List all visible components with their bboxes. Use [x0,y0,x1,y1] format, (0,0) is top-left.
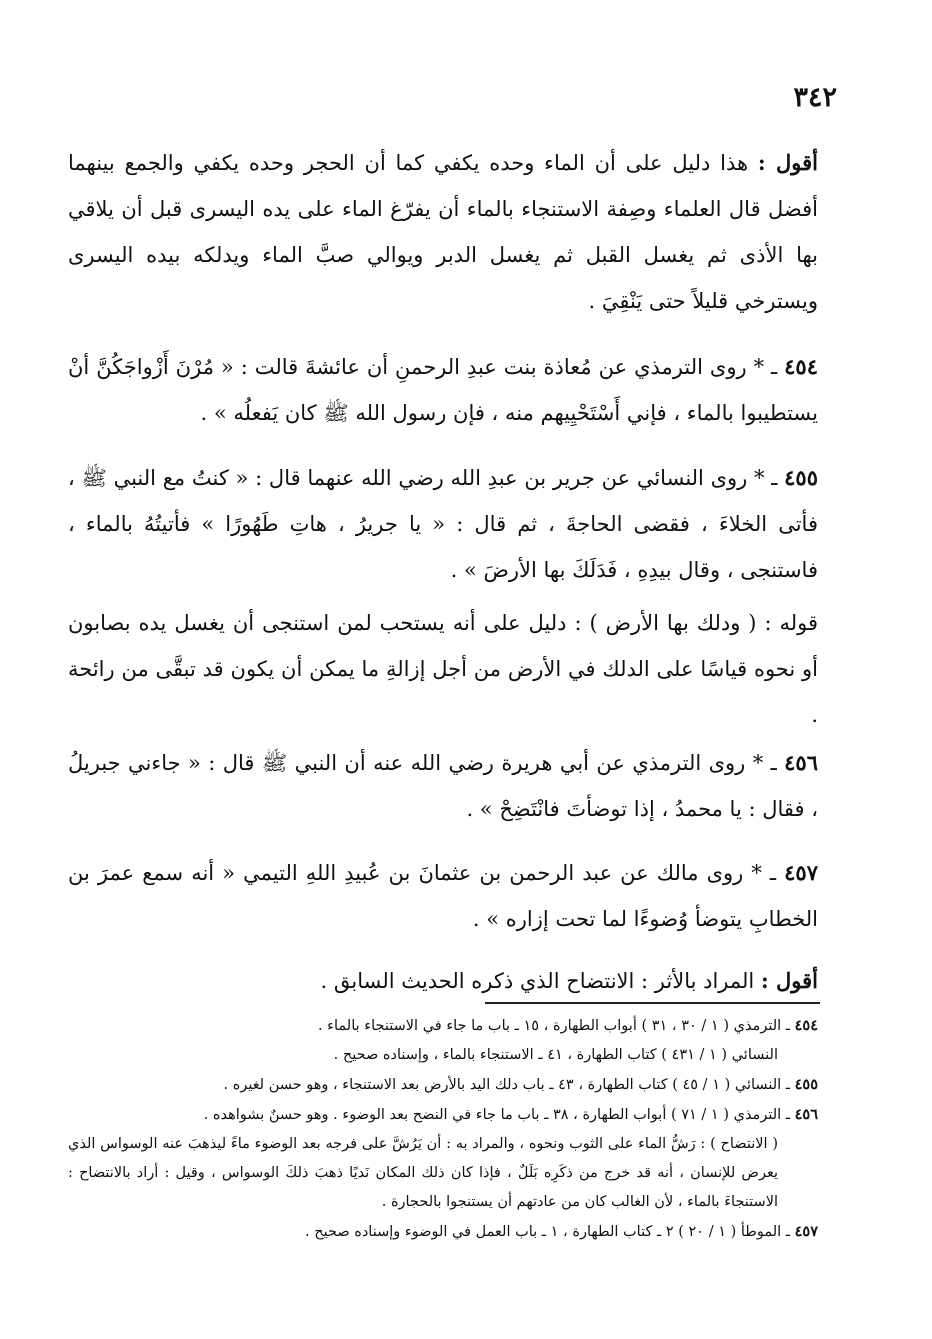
footnote-text: ـ النسائي ( ١ / ٤٥ ) كتاب الطهارة ، ٤٣ ـ باب دلك اليد بالأرض بعد الاستنجاء ، وهو حسن لغيره . [223,1077,795,1093]
footnote-number: ٤٥٤ [794,1017,818,1034]
footnote [68,1011,818,1041]
footnote-number: ٤٥٧ [794,1223,818,1240]
paragraph-lead: أقول : [760,968,818,993]
paragraph-lead: أقول : [757,150,819,175]
hadith-text: ـ * روى مالك عن عبد الرحمن بن عثمانَ بن عُبيدِ اللهِ التيمي « أنه سمع عمرَ بن الخطابِ يتوضأ وُضوءًا لما تحت إزاره » . [68,861,818,931]
hadith-number: ٤٥٥ [784,465,818,490]
footnote [68,1217,818,1247]
footnote-divider [485,1002,820,1004]
paragraph-text: ( ودلك بها الأرض ) : دليل على أنه يستحب لمن استنجى أن يغسل يده بصابون أو نحوه قياسًا على الدلك في الأرض من أجل إزالةِ ما يمكن أن يكون قد تبقَّى من رائحة . [68,611,818,727]
hadith-454 [68,344,818,436]
paragraph-commentary-3 [68,958,818,1004]
footnote [68,1100,818,1130]
hadith-number: ٤٥٦ [784,750,818,775]
hadith-456 [68,740,818,832]
paragraph-commentary-1 [68,140,818,324]
hadith-text: ـ * روى النسائي عن جرير بن عبدِ الله رضي الله عنهما قال : « كنتُ مع النبي ﷺ ، فأتى الخلاءَ ، فقضى الحاجةَ ، ثم قال : « يا جريرُ ، هاتِ طَهُورًا » فأتيتُهُ بالماء ، فاستنجى ، وقال بيدِهِ ، فَدَلَكَ بها الأرضَ » . [68,466,818,582]
hadith-number: ٤٥٤ [784,354,818,379]
footnote-text: ـ الترمذي ( ١ / ٧١ ) أبواب الطهارة ، ٣٨ ـ باب ما جاء في النضح بعد الوضوء . وهو حسنٌ بشواهده . [203,1107,795,1123]
page-number: ٣٤٢ [793,82,837,113]
hadith-455 [68,455,818,593]
paragraph-text: هذا دليل على أن الماء وحده يكفي كما أن الحجر وحده يكفي والجمع بينهما أفضل قال العلماء وصِفة الاستنجاء بالماء أن يفرّغ الماء على يده اليسرى قبل أن يلاقي بها الأذى ثم يغسل القبل ثم يغسل الدبر ويوالي صبَّ الماء ويدلكه بيده اليسرى ويسترخي قليلاً حتى يَنْقِيَ . [68,151,818,313]
paragraph-commentary-2 [68,600,818,738]
footnotes [68,1011,818,1247]
hadith-text: ـ * روى الترمذي عن مُعاذة بنت عبدِ الرحمنِ أن عائشةَ قالت : « مُرْنَ أَزْواجَكُنَّ أنْ يستطيبوا بالماء ، فإني أَسْتَحْيِيهم منه ، فإن رسول الله ﷺ كان يَفعلُه » . [68,355,818,425]
footnote-text: ـ الترمذي ( ١ / ٣٠ ، ٣١ ) أبواب الطهارة ، ١٥ ـ باب ما جاء في الاستنجاء بالماء . [317,1018,795,1034]
footnote-text: النسائي ( ١ / ٤٣١ ) كتاب الطهارة ، ٤١ ـ الاستنجاء بالماء ، وإسناده صحيح . [333,1047,778,1063]
footnote [68,1130,818,1217]
footnote-text: ( الانتضاح ) : رَشُّ الماء على الثوب ونحوه ، والمراد به : أن يَرُشَّ على فرجه بعد الوضوء ماءً ليذهبَ عنه الوسواس الذي يعرض للإنسان ، أنه قد خرج من ذكَرِه بَلَلٌ ، فإذا كان ذلك المكان نَديًا ذهبَ ذلكَ الوسواس ، وقيل : أراد بالانتضاح : الاستنجاءَ بالماء ، لأن الغالب كان من عادتهم أن يستنجوا بالحجارة . [68,1136,778,1210]
hadith-text: ـ * روى الترمذي عن أبي هريرة رضي الله عنه أن النبي ﷺ قال : « جاءني جبريلُ ، فقال : يا محمدُ ، إذا توضأتَ فانْتَضِحْ » . [68,751,818,821]
footnote [68,1070,818,1100]
footnote-text: ـ الموطأ ( ١ / ٢٠ ) ٢ ـ كتاب الطهارة ، ١ ـ باب العمل في الوضوء وإسناده صحيح . [305,1224,795,1240]
hadith-number: ٤٥٧ [784,860,818,885]
paragraph-text: المراد بالأثر : الانتضاح الذي ذكره الحديث السابق . [320,969,761,993]
footnote-number: ٤٥٦ [794,1106,818,1123]
footnote [68,1041,818,1070]
footnote-number: ٤٥٥ [794,1076,818,1093]
hadith-457 [68,850,818,942]
paragraph-lead: قوله : [764,611,819,635]
